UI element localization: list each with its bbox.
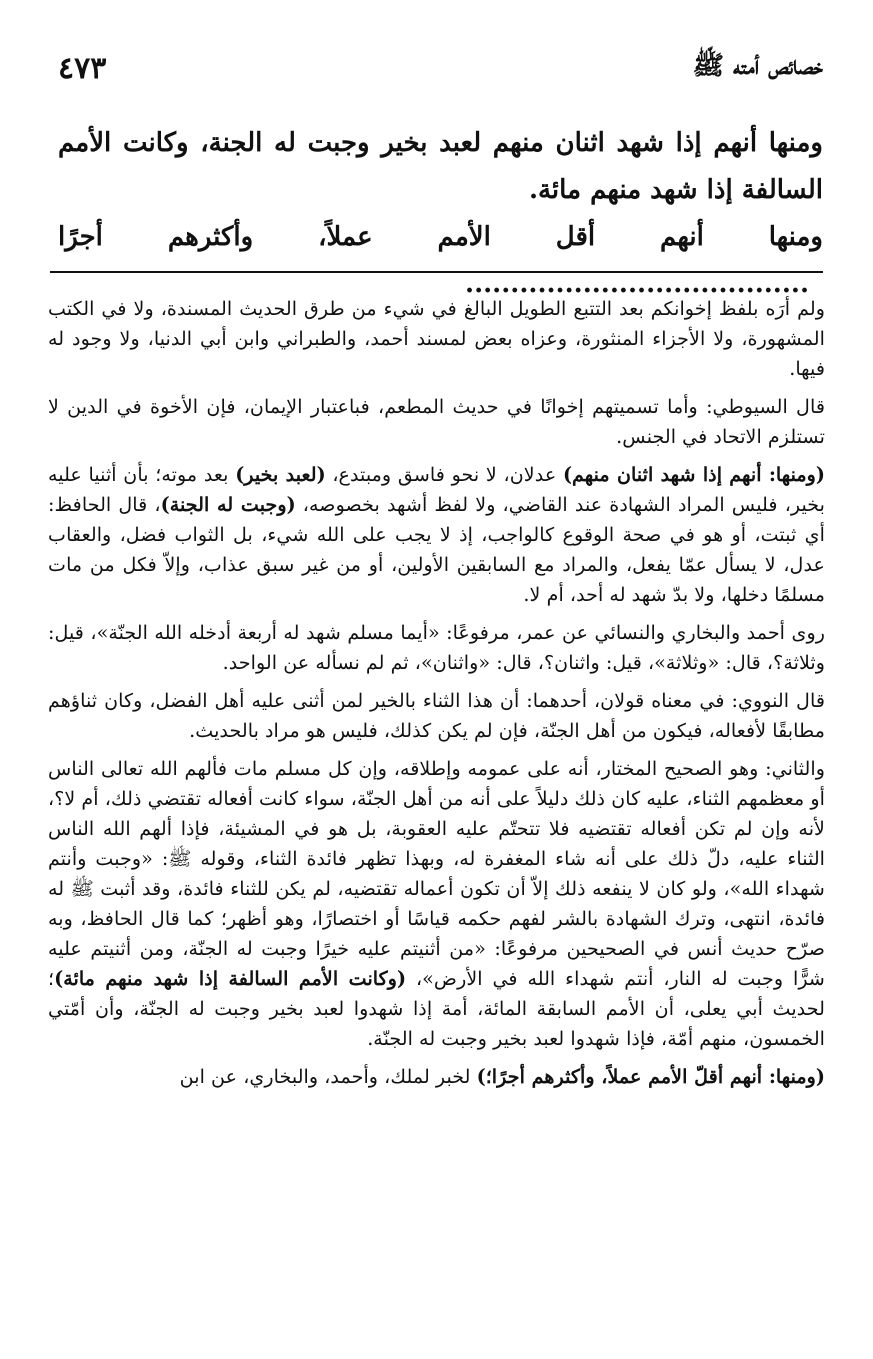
page-number: ٤٧٣ (58, 50, 107, 86)
hadith-line-1: ومنها أنهم إذا شهد اثنان منهم لعبد بخير وجبت له الجنة، وكانت الأمم السالفة إذا شهد منهم مائة. (58, 128, 823, 205)
bold-hadith-phrase: (وكانت الأمم السالفة إذا شهد منهم مائة) (54, 967, 407, 990)
commentary-paragraph-3 (48, 460, 825, 610)
commentary-paragraph-2: قال السيوطي: وأما تسميتهم إخوانًا في حديث المطعم، فباعتبار الإيمان، فإن الأخوة في الدين لا تستلزم الاتحاد في الجنس. (48, 395, 825, 448)
ellipsis-dots: ...................................... (465, 269, 809, 299)
commentary-paragraph-6 (48, 754, 825, 1054)
commentary-text: ، قال الحافظ: أي ثبتت، أو هو في صحة الوقوع كالواجب، إذ لا يجب على الله شيء، بل الثواب فضل، والعقاب عدل، لا يسأل عمّا يفعل، والمراد مع السابقين الأولين، أو من غير سبق عذاب، وإلاّ فكل من مات مسلمًا دخلها، ولا بدّ شهد له أحد، أم لا. (48, 493, 825, 606)
bold-hadith-phrase: (ومنها: أنهم أقلّ الأمم عملاً، وأكثرهم أجرًا؛) (476, 1065, 825, 1088)
commentary-text: بعد موته؛ بأن أثنيا عليه بخير، فليس المراد الشهادة عند القاضي، ولا لفظ أشهد بخصوصه، (48, 463, 825, 516)
commentary-text: عدلان، لا نحو فاسق ومبتدع، (325, 463, 563, 486)
bold-hadith-phrase: (وجبت له الجنة) (160, 493, 296, 516)
commentary-paragraph-5: قال النووي: في معناه قولان، أحدهما: أن هذا الثناء بالخير لمن أثنى عليه أهل الفضل، وكان ثناؤهم مطابقًا لأفعاله، فيكون من أهل الجنّة، فإن لم يكن كذلك، فليس هو مراد بالحديث. (48, 689, 825, 742)
commentary-block (48, 294, 825, 1092)
bold-hadith-phrase: (ومنها: أنهم إذا شهد اثنان منهم) (562, 463, 826, 486)
commentary-text: لخبر لملك، وأحمد، والبخاري، عن ابن (179, 1065, 477, 1088)
separator-rule (50, 271, 823, 273)
commentary-paragraph-4: روى أحمد والبخاري والنسائي عن عمر، مرفوعًا: «أيما مسلم شهد له أربعة أدخله الله الجنّة»، قيل: وثلاثة؟، قال: «وثلاثة»، قيل: واثنان؟، قال: «واثنان»، ثم لم نسأله عن الواحد. (48, 621, 825, 674)
bold-hadith-phrase: (لعبد بخير) (235, 463, 326, 486)
commentary-text: والثاني: وهو الصحيح المختار، أنه على عمومه وإطلاقه، وإن كل مسلم مات فألهم الله تعالى الناس أو معظمهم الثناء، عليه كان ذلك دليلاً على أنه من أهل الجنّة، سواء كانت أفعاله تقتضي ذلك، أم لا؟، لأنه وإن لم تكن أفعاله تقتضيه فلا تتحتّم عليه العقوبة، بل هو في المشيئة، فإذا ألهم الله الناس الثناء عليه، دلّ ذلك على أنه شاء المغفرة له، وبهذا تظهر فائدة الثناء، وقوله ﷺ: «وجبت وأنتم شهداء الله»، ولو كان لا ينفعه ذلك إلاّ أن تكون أعماله تقتضيه، لم يكن للثناء فائدة، وقد أثبت ﷺ له فائدة، انتهى، وترك الشهادة بالشر لفهم حكمه قياسًا أو اختصارًا، وهو أظهر؛ كما قال الحافظ، وبه صرّح حديث أنس في الصحيحين مرفوعًا: «من أثنيتم عليه خيرًا وجبت له الجنّة، ومن أثنيتم عليه شرًّا وجبت له النار، أنتم شهداء الله في الأرض»، (48, 757, 825, 990)
page-header (58, 44, 823, 92)
hadith-line-2-text: ومنها أنهم أقل الأمم عملاً، وأكثرهم أجرًا (58, 222, 823, 252)
commentary-text: ؛ لحديث أبي يعلى، أن الأمم السابقة المائة، أمة إذا شهدوا لعبد بخير وجبت له الجنّة، وأن أمّتي الخمسون، منهم أمّة، فإذا شهدوا لعبد بخير وجبت له الجنّة. (48, 967, 825, 1050)
running-title: خصائص أمته ﷺ (692, 51, 823, 81)
commentary-paragraph-7 (48, 1062, 825, 1092)
commentary-paragraph-1: ولم أرَه بلفظ إخوانكم بعد التتبع الطويل البالغ في شيء من طرق الحديث المسندة، ولا في الكتب المشهورة، ولا الأجزاء المنثورة، وعزاه بعض لمسند أحمد، والطبراني وابن أبي الدنيا، ولا وجود له فيها. (48, 297, 825, 380)
hadith-text-block (58, 120, 823, 308)
